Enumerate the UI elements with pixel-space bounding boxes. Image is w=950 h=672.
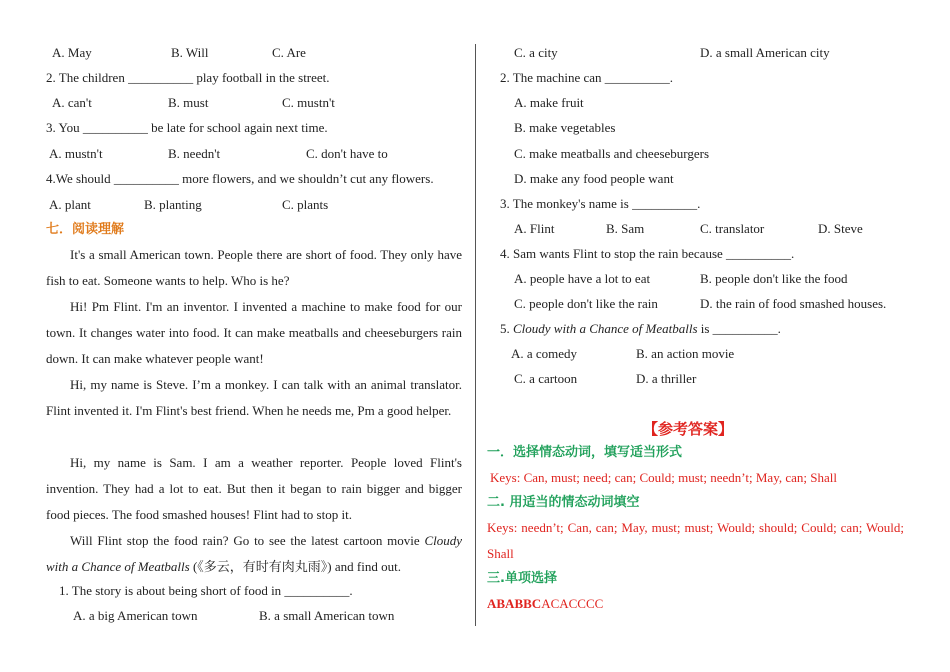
reading-question-2: 2. The machine can __________.: [500, 70, 674, 85]
answers-section-3-keys: ABABBCACACCCC: [487, 596, 604, 611]
r3-option-b: B. Sam: [606, 221, 645, 236]
q1-option-b: B. Will: [171, 45, 209, 60]
r2-option-b: B. make vegetables: [514, 120, 616, 135]
reading-question-4: 4. Sam wants Flint to stop the rain because __________.: [500, 246, 795, 261]
answers-section-3-title: 三.单项选择: [487, 571, 557, 586]
r5-option-d: D. a thriller: [636, 371, 697, 386]
r2-option-a: A. make fruit: [514, 95, 584, 110]
answers-title: 【参考答案】: [643, 420, 734, 438]
question-4: 4.We should __________ more flowers, and we shouldn’t cut any flowers.: [46, 171, 434, 186]
r3-option-a: A. Flint: [514, 221, 555, 236]
passage-paragraph-4: Hi, my name is Sam. I am a weather reporter. People loved Flint's invention. They had a lot to eat. But then it began to rain bigger and bigger food pieces. The food smashed houses! Flint had to stop it.: [46, 455, 462, 522]
reading-question-5: 5. Cloudy with a Chance of Meatballs is __________.: [500, 321, 781, 336]
r1-option-d: D. a small American city: [700, 45, 830, 60]
r4-option-a: A. people have a lot to eat: [514, 271, 651, 286]
r5-option-a: A. a comedy: [511, 346, 578, 361]
q3-option-c: C. don't have to: [306, 146, 388, 161]
passage-paragraph-5: Will Flint stop the food rain? Go to see the latest cartoon movie Cloudy with a Chance of Meatballs (《多云，有时有肉丸雨》) and find out.: [46, 533, 462, 574]
answers-section-1-keys: Keys: Can, must; need; can; Could; must; needn’t; May, can; Shall: [490, 470, 837, 485]
r5-option-c: C. a cartoon: [514, 371, 578, 386]
passage-paragraph-1: It's a small American town. People there are short of food. They only have fish to eat. Someone wants to help. Who is he?: [46, 247, 462, 288]
q4-option-c: C. plants: [282, 197, 329, 212]
q4-option-a: A. plant: [49, 197, 91, 212]
passage-paragraph-3: Hi, my name is Steve. I’m a monkey. I can talk with an animal translator. Flint invented it. I'm Flint's best friend. When he needs me, Pm a good helper.: [46, 377, 462, 418]
question-3: 3. You __________ be late for school again next time.: [46, 120, 328, 135]
q3-option-a: A. mustn't: [49, 146, 103, 161]
question-2: 2. The children __________ play football in the street.: [46, 70, 330, 85]
passage-paragraph-2: Hi! Pm Flint. I'm an inventor. I invented a machine to make food for our town. It changes water into food. It can make meatballs and cheeseburgers rain down. It can make whatever people want!: [46, 299, 462, 366]
answers-section-2-keys: Keys: needn’t; Can, can; May, must; must; Would; should; Could; can; Would; Shall: [487, 520, 904, 561]
q2-option-a: A. can't: [52, 95, 92, 110]
column-divider: [475, 44, 476, 626]
q3-option-b: B. needn't: [168, 146, 221, 161]
r3-option-c: C. translator: [700, 221, 765, 236]
reading-question-1: 1. The story is about being short of food in __________.: [59, 583, 353, 598]
r1-option-c: C. a city: [514, 45, 558, 60]
r4-option-d: D. the rain of food smashed houses.: [700, 296, 887, 311]
q1-option-a: A. May: [52, 45, 92, 60]
answers-section-2-title: 二. 用适当的情态动词填空: [487, 495, 640, 510]
answers-section-1-title: 一．选择情态动词，填写适当形式: [487, 445, 683, 460]
r4-option-b: B. people don't like the food: [700, 271, 848, 286]
section-7-title: 七．阅读理解: [46, 222, 125, 237]
q1-option-c: C. Are: [272, 45, 306, 60]
r1-option-a: A. a big American town: [73, 608, 198, 623]
r3-option-d: D. Steve: [818, 221, 863, 236]
r5-option-b: B. an action movie: [636, 346, 735, 361]
q4-option-b: B. planting: [144, 197, 202, 212]
r1-option-b: B. a small American town: [259, 608, 395, 623]
r2-option-c: C. make meatballs and cheeseburgers: [514, 146, 710, 161]
reading-question-3: 3. The monkey's name is __________.: [500, 196, 701, 211]
r4-option-c: C. people don't like the rain: [514, 296, 658, 311]
q2-option-c: C. mustn't: [282, 95, 335, 110]
q2-option-b: B. must: [168, 95, 209, 110]
r2-option-d: D. make any food people want: [514, 171, 674, 186]
